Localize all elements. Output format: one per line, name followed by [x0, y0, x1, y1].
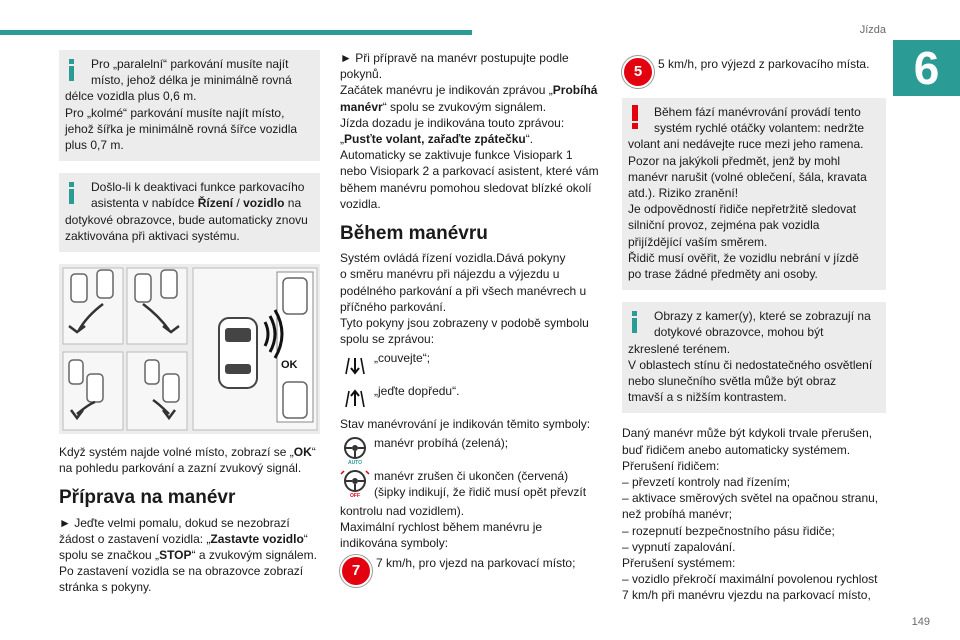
text-line: kontrolu nad vozidlem). — [340, 504, 465, 519]
text-line: (šipky indikují, že řidič musí opět převzít — [374, 484, 587, 499]
reverse-arrow-icon — [340, 350, 370, 380]
text-line: ► Při přípravě na manévr postupujte podle — [340, 51, 569, 65]
text-line: – aktivace směrových světel na opačnou stranu, — [622, 491, 879, 506]
text-line: – vypnutí zapalování. — [622, 539, 736, 554]
text-line: buď řidičem anebo automaticky systémem. — [622, 442, 851, 457]
text-line: manévr narušit (volné oblečení, šála, kravata — [628, 169, 867, 184]
text-line: Během fází manévrování provádí tento — [654, 105, 861, 119]
status-green — [340, 435, 602, 465]
text-line: Pro „paralelní“ parkování musíte najít — [91, 57, 289, 71]
status-red — [340, 468, 602, 500]
text-line: jehož šířka je minimálně rovná šířce vozidla — [65, 121, 298, 136]
column-3 — [622, 50, 886, 604]
text-line: Jízda dozadu je indikována touto zprávou: — [340, 115, 565, 130]
page-number: 149 — [911, 616, 930, 628]
info-icon — [69, 59, 74, 81]
text-line: – rozepnutí bezpečnostního pásu řidiče; — [622, 523, 835, 538]
text-line: Tyto pokyny jsou zobrazeny v podobě symbolu — [340, 316, 589, 331]
speed-7-icon: 7 — [340, 555, 372, 587]
text-line: Pozor na jakýkoli předmět, jenž by mohl — [628, 153, 841, 168]
off-label: OFF — [350, 492, 360, 498]
text-line: Řidič musí ověřit, že vozidlu nebrání v jízdě — [628, 250, 859, 265]
text-line: zkreslené terénem. — [628, 341, 731, 356]
running-header: Jízda — [859, 24, 886, 36]
text-line: volant ani nedávejte ruce mezi jeho ramena. — [628, 137, 864, 152]
text-line: „jeďte dopředu“. — [374, 384, 460, 399]
warning-icon — [632, 105, 638, 129]
info-icon — [69, 182, 74, 204]
info-box-camera — [622, 302, 886, 413]
text-line: Automaticky se zaktivuje funkce Visiopark 1 — [340, 148, 573, 163]
text-line: 7 km/h při manévru vjezdu na parkovací místo, — [622, 588, 871, 603]
text-line: Po zastavení vozidla se na obrazovce zobrazí — [59, 564, 304, 579]
text-line: Stav manévrování je indikován těmito symboly: — [340, 417, 591, 432]
speed-7-row — [340, 555, 602, 587]
text-line: Je odpovědností řidiče nepřetržitě sledovat — [628, 202, 857, 217]
text-line: spolu se značkou „STOP“ a zvukovým signálem. — [59, 548, 317, 563]
text-line: – vozidlo překročí maximální povolenou rychlost — [622, 572, 878, 587]
text-line: asistenta v nabídce Řízení / vozidlo na — [91, 196, 302, 211]
text-line: plus 0,7 m. — [65, 138, 124, 153]
text-line: vozidla. — [340, 196, 381, 211]
text-line: silniční provoz, zejména pak vozidla — [628, 218, 820, 233]
column-2 — [340, 50, 602, 590]
auto-label: AUTO — [347, 459, 363, 465]
text-line: délce vozidla plus 0,6 m. — [65, 89, 197, 104]
warning-box — [622, 98, 886, 290]
speed-5-icon: 5 — [622, 56, 654, 88]
info-box-parking-space — [59, 50, 320, 161]
text-line: manévr“ spolu se zvukovým signálem. — [340, 99, 547, 114]
text-line: – převzetí kontroly nad řízením; — [622, 475, 791, 490]
text-line: žádost o zastavení vozidla: „Zastavte vozidlo“ — [59, 531, 308, 546]
reverse-instruction — [340, 350, 602, 380]
forward-arrow-icon — [340, 383, 370, 413]
text-line: dotykové obrazovce, bude automaticky znovu — [65, 212, 308, 227]
text-line: manévr zrušen či ukončen (červená) — [374, 468, 569, 483]
text-line: podélného parkování a při všech manévrech u — [340, 283, 587, 298]
text-line: zaktivována při aktivaci systému. — [65, 228, 240, 243]
section-heading: Během manévru — [340, 223, 488, 245]
text-line: ► Jeďte velmi pomalu, dokud se nezobrazí — [59, 515, 290, 530]
text-line: Začátek manévru je indikován zprávou „Probíhá — [340, 83, 598, 98]
steering-auto-icon — [340, 435, 370, 465]
column-1 — [59, 50, 320, 596]
forward-instruction — [340, 383, 602, 413]
text-line: o směru manévru při nájezdu a výjezdu u — [340, 267, 560, 282]
text-line: nebo slunečního světla může být obraz — [628, 374, 837, 389]
speed-5-row — [622, 56, 886, 88]
text-line: během manévru pomohou sledovat blízké okolí — [340, 180, 592, 195]
text-line: Pro „kolmé“ parkování musíte najít místo, — [65, 105, 285, 120]
text-line: na pohledu parkování a zazní zvukový signál. — [59, 461, 302, 476]
text-line: systém rychlé otáčky volantem: nedržte — [654, 121, 865, 136]
text-line: po trase žádné předměty ani osoby. — [628, 267, 818, 282]
text-line: místo, jehož délka je minimálně rovná — [91, 73, 292, 88]
steering-off-icon — [340, 468, 370, 498]
info-icon — [632, 311, 637, 333]
text-line: „couvejte“; — [374, 351, 431, 366]
text-line: Obrazy z kamer(y), které se zobrazují na — [654, 309, 871, 324]
text-line: stránka s pokyny. — [59, 580, 152, 595]
text-line: pokynů. — [340, 67, 383, 82]
text-line: atd.). Riziko zranění! — [628, 186, 739, 201]
text-line: Systém ovládá řízení vozidla.Dává pokyny — [340, 251, 566, 266]
text-line: nebo Visiopark 2 a parkovací asistent, které vám — [340, 164, 599, 179]
text-line: 7 km/h, pro vjezd na parkovací místo; — [376, 555, 576, 570]
text-line: přijíždějící vaším směrem. — [628, 234, 768, 249]
parking-diagram — [59, 264, 320, 434]
text-line: Došlo-li k deaktivaci funkce parkovacího — [91, 180, 305, 195]
text-line: dotykové obrazovce, mohou být — [654, 325, 824, 340]
text-line: spolu se zprávou: — [340, 332, 435, 347]
text-line: 5 km/h, pro výjezd z parkovacího místa. — [658, 57, 870, 71]
text-line: tmavší a s nižším kontrastem. — [628, 390, 787, 405]
text-line: Daný manévr může být kdykoli trvale přerušen, — [622, 426, 873, 441]
text-line: Přerušení systémem: — [622, 556, 736, 571]
info-box-deactivation — [59, 173, 320, 252]
parking-illustration — [59, 264, 320, 434]
text-line: „Pusťte volant, zařaďte zpátečku“. — [340, 132, 534, 147]
text-line: V oblastech stínu či nedostatečného osvětlení — [628, 357, 873, 372]
text-line: manévr probíhá (zelená); — [374, 435, 509, 450]
header-bar — [0, 30, 472, 35]
chapter-tab: 6 — [893, 40, 960, 96]
text-line: příčného parkování. — [340, 299, 447, 314]
ok-label: OK — [281, 359, 298, 372]
text-line: než probíhá manévr; — [622, 507, 733, 522]
text-line: Když systém najde volné místo, zobrazí se „OK“ — [59, 445, 316, 460]
section-heading: Příprava na manévr — [59, 487, 236, 509]
text-line: Maximální rychlost během manévru je — [340, 520, 543, 535]
text-line: indikována symboly: — [340, 536, 449, 551]
text-line: Přerušení řidičem: — [622, 458, 720, 473]
